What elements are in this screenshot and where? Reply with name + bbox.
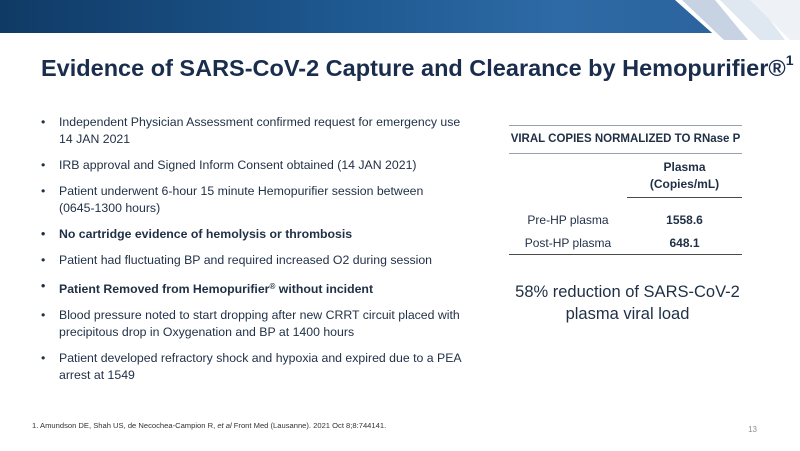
viral-copies-table xyxy=(509,125,742,255)
plasma-column-header: Plasma (Copies/mL) xyxy=(627,154,742,198)
summary-line: plasma viral load xyxy=(565,305,690,323)
summary-line: 58% reduction of SARS-CoV-2 xyxy=(515,283,740,301)
table-row xyxy=(509,231,742,255)
table-title: VIRAL COPIES NORMALIZED TO RNase P xyxy=(509,126,742,154)
bullet-item: • IRB approval and Signed Inform Consent obtained (14 JAN 2021) xyxy=(41,157,461,174)
table-row xyxy=(509,208,742,231)
reduction-summary xyxy=(505,281,750,325)
row-value: 648.1 xyxy=(627,231,742,255)
row-value: 1558.6 xyxy=(666,212,703,227)
slide-title: Evidence of SARS-CoV-2 Capture and Clearance by Hemopurifier®$^1$ xyxy=(41,52,794,81)
footnote: 1. Amundson DE, Shah US, de Necochea-Campion R, et al Front Med (Lausanne). 2021 Oct 8;8:744141. xyxy=(32,421,387,430)
logo-chevron-icon xyxy=(620,0,800,40)
page-number: 13 xyxy=(748,425,757,434)
bullet-item: • Patient Removed from Hemopurifier® without incident xyxy=(41,278,461,298)
row-label: Post-HP plasma xyxy=(509,231,627,255)
bullet-item: • Patient developed refractory shock and hypoxia and expired due to a PEA arrest at 1549 xyxy=(41,350,461,384)
bullet-item: • No cartridge evidence of hemolysis or thrombosis xyxy=(41,226,461,243)
row-label: Pre-HP plasma xyxy=(527,212,609,227)
bullet-item: • Patient had fluctuating BP and required increased O2 during session xyxy=(41,252,461,269)
bullet-item: • Blood pressure noted to start dropping after new CRRT circuit placed with precipitous drop in Oxygenation and BP at 1400 hours xyxy=(41,307,461,341)
bullet-item: • Independent Physician Assessment confirmed request for emergency use 14 JAN 2021 xyxy=(41,114,461,148)
bullet-list xyxy=(41,114,461,393)
table-empty-header xyxy=(509,154,627,198)
bullet-item: • Patient underwent 6-hour 15 minute Hemopurifier session between (0645-1300 hours) xyxy=(41,183,461,217)
